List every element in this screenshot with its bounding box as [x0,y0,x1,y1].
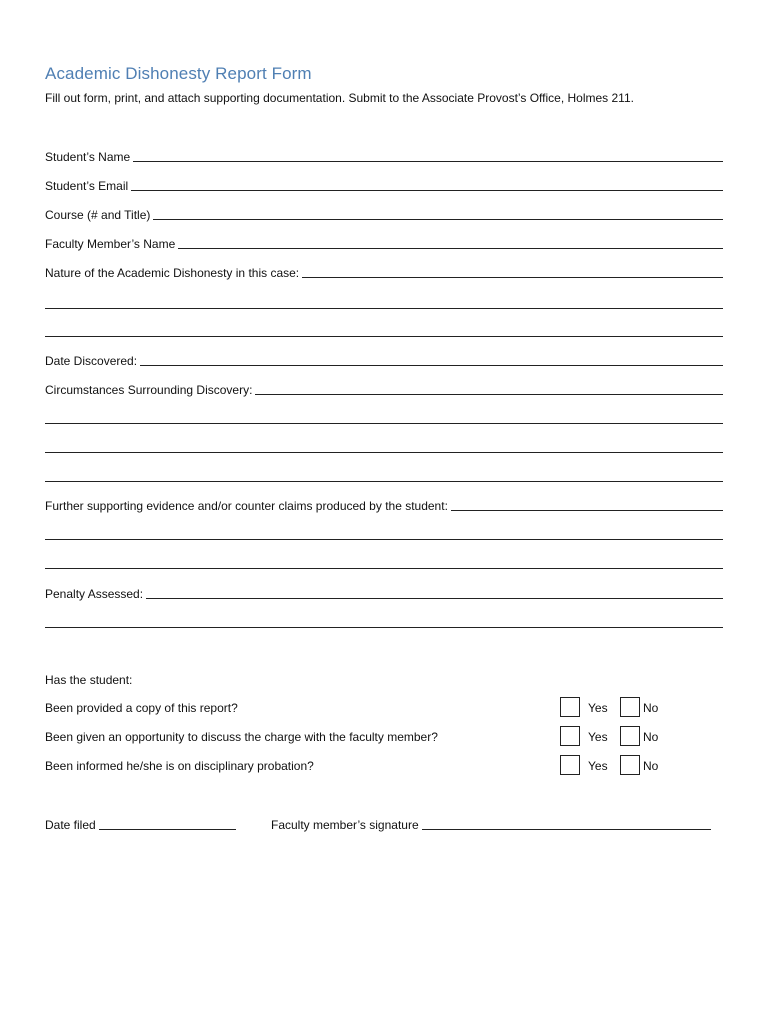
nature-row [45,264,723,280]
date-discovered-label: Date Discovered: [45,354,138,368]
student-email-row [45,177,723,193]
faculty-name-label: Faculty Member’s Name [45,237,176,251]
nature-continuation-1 [45,295,723,311]
yes-checkbox[interactable] [560,755,580,775]
course-field[interactable] [153,208,723,220]
date-filed-label: Date filed [45,818,96,832]
circumstances-field-line-4[interactable] [45,470,723,482]
signature-row [271,816,711,832]
evidence-continuation-2 [45,555,723,571]
yes-label: Yes [588,759,608,773]
nature-field-line-2[interactable] [45,297,723,309]
nature-label: Nature of the Academic Dishonesty in this case: [45,266,300,280]
question-row [45,726,675,748]
question-copy-provided: Been provided a copy of this report? [45,701,238,715]
no-label: No [643,730,659,744]
date-discovered-row [45,352,723,368]
student-name-label: Student’s Name [45,150,131,164]
circumstances-continuation-2 [45,439,723,455]
circumstances-continuation-1 [45,410,723,426]
question-disciplinary-probation: Been informed he/she is on disciplinary probation? [45,759,314,773]
form-title: Academic Dishonesty Report Form [45,64,312,83]
date-filed-field[interactable] [99,818,236,830]
faculty-name-field[interactable] [178,237,723,249]
penalty-label: Penalty Assessed: [45,587,144,601]
course-row [45,206,723,222]
nature-field-line-3[interactable] [45,325,723,337]
penalty-field-line-2[interactable] [45,616,723,628]
evidence-row [45,497,723,513]
no-checkbox[interactable] [620,726,640,746]
no-label: No [643,701,659,715]
yes-checkbox[interactable] [560,697,580,717]
circumstances-field-line-2[interactable] [45,412,723,424]
circumstances-field-line-3[interactable] [45,441,723,453]
circumstances-label: Circumstances Surrounding Discovery: [45,383,253,397]
student-name-row [45,148,723,164]
penalty-continuation-1 [45,614,723,630]
nature-continuation-2 [45,323,723,339]
signature-label: Faculty member’s signature [271,818,419,832]
yes-label: Yes [588,730,608,744]
nature-field[interactable] [302,266,723,278]
question-row [45,755,675,777]
form-instructions: Fill out form, print, and attach supporting documentation. Submit to the Associate Provost’s Office, Holmes 211. [45,91,634,105]
yes-checkbox[interactable] [560,726,580,746]
penalty-row [45,585,723,601]
evidence-continuation-1 [45,526,723,542]
course-label: Course (# and Title) [45,208,151,222]
signature-field[interactable] [422,818,711,830]
date-filed-row [45,816,236,832]
student-name-field[interactable] [133,150,723,162]
evidence-label: Further supporting evidence and/or counter claims produced by the student: [45,499,448,513]
yes-label: Yes [588,701,608,715]
date-discovered-field[interactable] [140,354,723,366]
no-label: No [643,759,659,773]
question-discuss-charge: Been given an opportunity to discuss the charge with the faculty member? [45,730,438,744]
circumstances-row [45,381,723,397]
circumstances-continuation-3 [45,468,723,484]
evidence-field-line-3[interactable] [45,557,723,569]
questions-heading: Has the student: [45,673,133,687]
evidence-field-line-2[interactable] [45,528,723,540]
evidence-field[interactable] [451,499,723,511]
no-checkbox[interactable] [620,755,640,775]
student-email-label: Student’s Email [45,179,129,193]
faculty-name-row [45,235,723,251]
penalty-field[interactable] [146,587,723,599]
circumstances-field[interactable] [255,383,723,395]
no-checkbox[interactable] [620,697,640,717]
student-email-field[interactable] [131,179,723,191]
question-row [45,697,675,719]
